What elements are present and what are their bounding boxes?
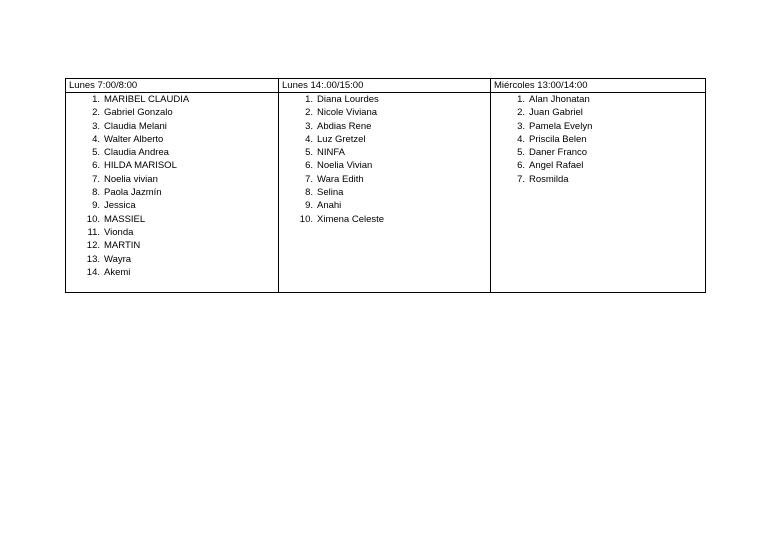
list-item bbox=[66, 213, 278, 226]
list-item bbox=[491, 146, 705, 159]
column-cell-miercoles bbox=[491, 93, 706, 293]
list-item-number: 9. bbox=[305, 200, 313, 212]
name-list-lunes-morning bbox=[66, 93, 278, 279]
list-item bbox=[279, 120, 490, 133]
list-item-number: 6. bbox=[305, 160, 313, 172]
list-item bbox=[66, 226, 278, 239]
list-item-name: Priscila Belen bbox=[529, 133, 587, 145]
list-item-name: Juan Gabriel bbox=[529, 107, 583, 119]
list-item bbox=[66, 120, 278, 133]
list-item bbox=[279, 159, 490, 172]
list-item-number: 1. bbox=[517, 94, 525, 105]
list-item-name: Anahi bbox=[317, 200, 342, 212]
list-item-number: 1. bbox=[92, 94, 100, 105]
list-item-name: Pamela Evelyn bbox=[529, 120, 593, 132]
list-item-name: Abdias Rene bbox=[317, 120, 372, 132]
list-item-number: 12. bbox=[86, 240, 100, 252]
list-item-name: Walter Alberto bbox=[104, 133, 164, 145]
list-item-name: MARIBEL CLAUDIA bbox=[104, 94, 190, 105]
list-item bbox=[491, 106, 705, 119]
list-item-number: 1. bbox=[305, 94, 313, 105]
list-item bbox=[279, 213, 490, 226]
column-header-miercoles: Miércoles 13:00/14:00 bbox=[491, 79, 706, 93]
list-item-number: 11. bbox=[87, 226, 100, 238]
list-item-number: 10. bbox=[299, 213, 313, 225]
list-item bbox=[491, 93, 705, 106]
list-item bbox=[279, 93, 490, 106]
list-item-name: Angel Rafael bbox=[529, 160, 584, 172]
list-item bbox=[279, 133, 490, 146]
list-item bbox=[279, 186, 490, 199]
list-item-name: Akemi bbox=[104, 266, 131, 278]
list-item-number: 5. bbox=[305, 147, 313, 159]
list-item bbox=[66, 133, 278, 146]
list-item-name: Luz Gretzel bbox=[317, 133, 366, 145]
list-item-name: Noelia Vivian bbox=[317, 160, 373, 172]
list-item-name: Rosmilda bbox=[529, 173, 569, 185]
list-item bbox=[66, 146, 278, 159]
list-item-name: Paola Jazmín bbox=[104, 187, 162, 199]
list-item bbox=[491, 120, 705, 133]
header-row bbox=[66, 79, 706, 93]
list-item-number: 8. bbox=[305, 187, 313, 199]
list-item-name: MARTIN bbox=[104, 240, 141, 252]
column-cell-lunes-morning bbox=[66, 93, 279, 293]
list-item-number: 3. bbox=[305, 120, 313, 132]
list-item-name: Jessica bbox=[104, 200, 136, 212]
list-item bbox=[491, 173, 705, 186]
list-item bbox=[279, 173, 490, 186]
list-item bbox=[66, 239, 278, 252]
list-item bbox=[66, 253, 278, 266]
list-item bbox=[491, 159, 705, 172]
list-item-number: 7. bbox=[92, 173, 100, 185]
list-item-name: Nicole Viviana bbox=[317, 107, 378, 119]
list-item-name: HILDA MARISOL bbox=[104, 160, 177, 172]
list-item-number: 5. bbox=[517, 147, 525, 159]
list-item-number: 2. bbox=[517, 107, 525, 119]
list-item-name: Diana Lourdes bbox=[317, 94, 379, 105]
body-row bbox=[66, 93, 706, 293]
list-item-number: 3. bbox=[92, 120, 100, 132]
list-item bbox=[66, 199, 278, 212]
list-item-number: 14. bbox=[86, 266, 100, 278]
list-item-number: 6. bbox=[92, 160, 100, 172]
list-item-name: Gabriel Gonzalo bbox=[104, 107, 173, 119]
list-item bbox=[66, 106, 278, 119]
list-item-number: 8. bbox=[92, 187, 100, 199]
list-item-number: 13. bbox=[86, 253, 100, 265]
list-item-number: 6. bbox=[517, 160, 525, 172]
list-item-name: Claudia Melani bbox=[104, 120, 167, 132]
list-item bbox=[279, 106, 490, 119]
list-item-name: Ximena Celeste bbox=[317, 213, 385, 225]
list-item-number: 10. bbox=[86, 213, 100, 225]
list-item bbox=[491, 133, 705, 146]
list-item-number: 9. bbox=[92, 200, 100, 212]
name-list-lunes-afternoon bbox=[279, 93, 490, 226]
list-item-number: 7. bbox=[517, 173, 525, 185]
list-item bbox=[66, 173, 278, 186]
list-item-name: Alan Jhonatan bbox=[529, 94, 590, 105]
list-item-name: Noelia vivian bbox=[104, 173, 158, 185]
list-item bbox=[66, 159, 278, 172]
list-item-name: Daner Franco bbox=[529, 147, 588, 159]
list-item-number: 4. bbox=[305, 133, 313, 145]
list-item-name: Vionda bbox=[104, 226, 134, 238]
column-cell-lunes-afternoon bbox=[279, 93, 491, 293]
column-header-lunes-afternoon: Lunes 14:.00/15:00 bbox=[279, 79, 491, 93]
list-item-number: 5. bbox=[92, 147, 100, 159]
list-item-number: 3. bbox=[517, 120, 525, 132]
schedule-table bbox=[65, 78, 706, 293]
list-item bbox=[66, 186, 278, 199]
list-item-number: 4. bbox=[517, 133, 525, 145]
list-item-name: Wayra bbox=[104, 253, 132, 265]
list-item-name: Wara Edith bbox=[317, 173, 364, 185]
list-item bbox=[279, 146, 490, 159]
name-list-miercoles bbox=[491, 93, 705, 186]
list-item-name: NINFA bbox=[317, 147, 345, 159]
list-item-name: MASSIEL bbox=[104, 213, 146, 225]
list-item-name: Claudia Andrea bbox=[104, 147, 169, 159]
list-item-number: 2. bbox=[92, 107, 100, 119]
list-item-number: 7. bbox=[305, 173, 313, 185]
list-item bbox=[66, 266, 278, 279]
list-item bbox=[279, 199, 490, 212]
list-item-number: 2. bbox=[305, 107, 313, 119]
column-header-lunes-morning: Lunes 7:00/8:00 bbox=[66, 79, 279, 93]
list-item bbox=[66, 93, 278, 106]
list-item-name: Selina bbox=[317, 187, 344, 199]
list-item-number: 4. bbox=[92, 133, 100, 145]
